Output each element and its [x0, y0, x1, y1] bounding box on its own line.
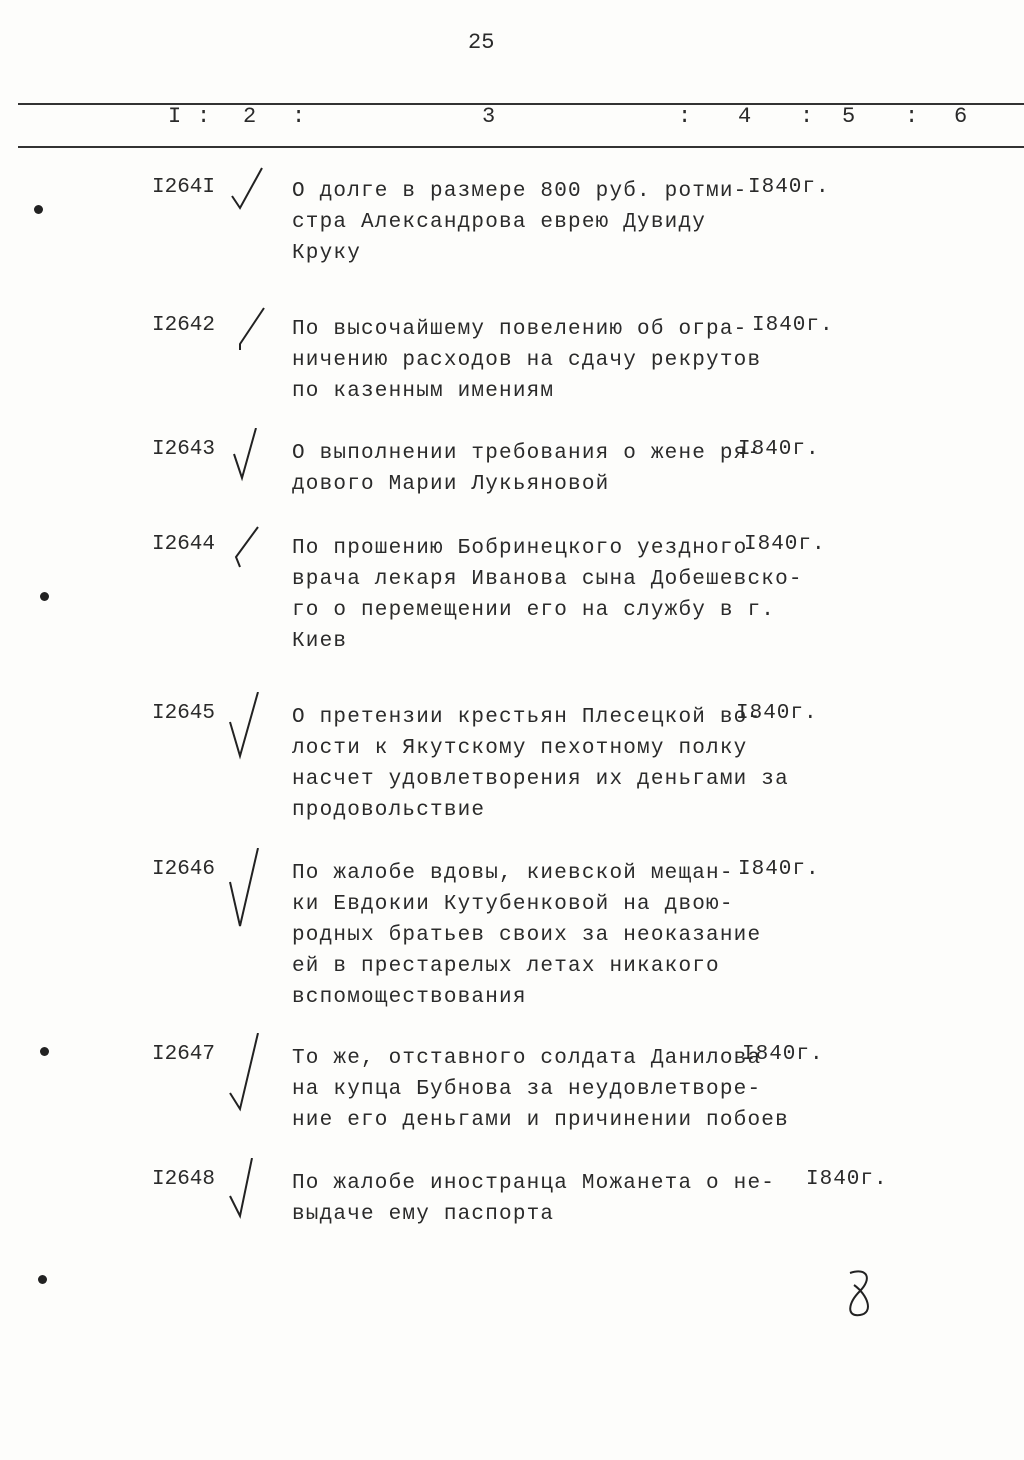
- description-line: ей в престарелых летах никакого: [292, 955, 720, 978]
- column-header: 4: [738, 104, 752, 129]
- description-line: вспомоществования: [292, 986, 527, 1009]
- entry-description: [292, 176, 747, 269]
- checkmark-icon: [226, 166, 270, 218]
- entry-number: I2646: [152, 858, 216, 881]
- entry-description: [292, 858, 761, 1013]
- checkmark-icon: [226, 848, 270, 934]
- description-line: По прошению Бобринецкого уездного: [292, 537, 748, 560]
- entry-description: [292, 533, 803, 657]
- checkmark-icon: [226, 523, 270, 577]
- entry-date: I840г.: [742, 1043, 824, 1066]
- entry-number: I2645: [152, 702, 216, 725]
- entry-number: I2643: [152, 438, 216, 461]
- checkmark-icon: [226, 1033, 270, 1117]
- punch-hole-dot: [40, 1047, 49, 1056]
- column-header: :: [800, 104, 814, 129]
- description-line: выдаче ему паспорта: [292, 1203, 555, 1226]
- entry-number: I2648: [152, 1168, 216, 1191]
- description-line: О долге в размере 800 руб. ротми-: [292, 180, 748, 203]
- punch-hole-dot: [34, 205, 43, 214]
- punch-hole-dot: [40, 592, 49, 601]
- entry-date: I840г.: [738, 858, 820, 881]
- description-line: О выполнении требования о жене ря-: [292, 442, 762, 465]
- description-line: врача лекаря Иванова сына Добешевско-: [292, 568, 803, 591]
- column-header: :: [678, 104, 692, 129]
- description-line: ки Евдокии Кутубенковой на двою-: [292, 893, 734, 916]
- entry-date: I840г.: [736, 702, 818, 725]
- entry-date: I840г.: [752, 314, 834, 337]
- entry-description: [292, 1168, 775, 1230]
- description-line: Круку: [292, 242, 362, 265]
- column-header: 3: [482, 104, 496, 129]
- description-line: по казенным имениям: [292, 380, 555, 403]
- punch-hole-dot: [38, 1275, 47, 1284]
- description-line: По жалобе вдовы, киевской мещан-: [292, 862, 734, 885]
- description-line: То же, отставного солдата Данилова: [292, 1047, 762, 1070]
- description-line: Киев: [292, 630, 348, 653]
- description-line: го о перемещении его на службу в г.: [292, 599, 776, 622]
- description-line: ние его деньгами и причинении побоев: [292, 1109, 789, 1132]
- entry-number: I2647: [152, 1043, 216, 1066]
- header-rule-bottom: [18, 146, 1024, 148]
- checkmark-icon: [226, 692, 270, 764]
- description-line: По высочайшему повелению об огра-: [292, 318, 748, 341]
- entry-number: I2642: [152, 314, 216, 337]
- entry-description: [292, 702, 789, 826]
- entry-number: I2644: [152, 533, 216, 556]
- page-number: 25: [468, 30, 495, 55]
- description-line: на купца Бубнова за неудовлетворе-: [292, 1078, 762, 1101]
- description-line: лости к Якутскому пехотному полку: [292, 737, 748, 760]
- column-header: :: [292, 104, 306, 129]
- checkmark-icon: [226, 1158, 270, 1224]
- entry-description: [292, 438, 761, 500]
- description-line: О претензии крестьян Плесецкой во-: [292, 706, 762, 729]
- entry-description: [292, 314, 761, 407]
- column-header: 2: [243, 104, 257, 129]
- checkmark-icon: [226, 428, 270, 488]
- description-line: стра Александрова еврею Дувиду: [292, 211, 707, 234]
- description-line: По жалобе иностранца Можанета о не-: [292, 1172, 776, 1195]
- description-line: ничению расходов на сдачу рекрутов: [292, 349, 762, 372]
- column-header: 5: [842, 104, 856, 129]
- checkmark-icon: [226, 304, 270, 360]
- column-header: 6: [954, 104, 968, 129]
- description-line: продовольствие: [292, 799, 486, 822]
- handwritten-mark-icon: [838, 1265, 888, 1325]
- entry-date: I840г.: [748, 176, 830, 199]
- entry-date: I840г.: [738, 438, 820, 461]
- entry-date: I840г.: [744, 533, 826, 556]
- entry-number: I264I: [152, 176, 216, 199]
- column-header: :: [905, 104, 919, 129]
- description-line: насчет удовлетворения их деньгами за: [292, 768, 789, 791]
- column-header: I: [168, 104, 182, 129]
- description-line: дового Марии Лукьяновой: [292, 473, 610, 496]
- entry-date: I840г.: [806, 1168, 888, 1191]
- description-line: родных братьев своих за неоказание: [292, 924, 762, 947]
- entry-description: [292, 1043, 789, 1136]
- column-header: :: [197, 104, 211, 129]
